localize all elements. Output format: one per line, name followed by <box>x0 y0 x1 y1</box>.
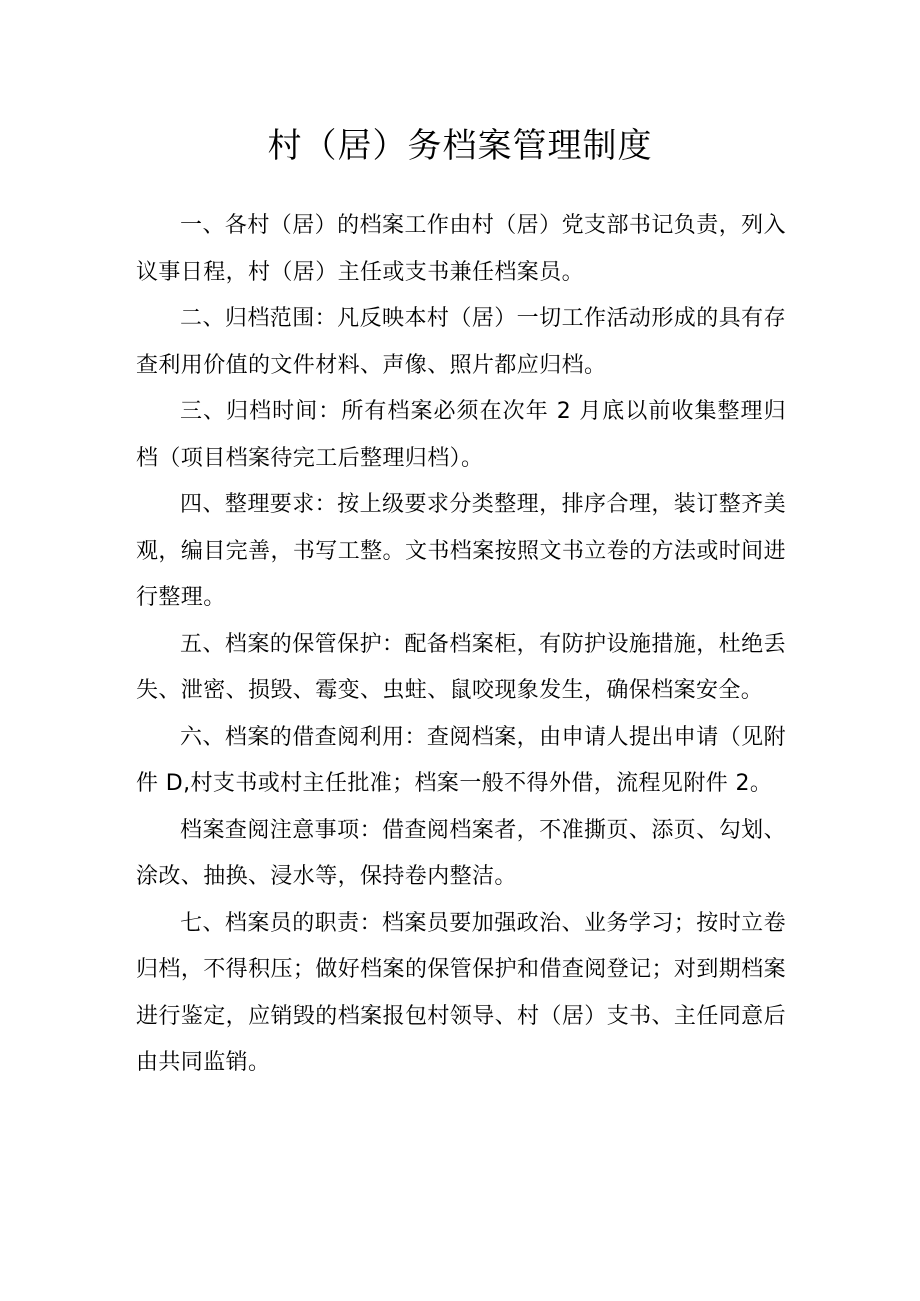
paragraph-3-archiving-time: 三、归档时间：所有档案必须在次年 2 月底以前收集整理归档（项目档案待完工后整理归档）。 <box>136 399 786 471</box>
paragraph-1-archive-responsibility: 一、各村（居）的档案工作由村（居）党支部书记负责，列入议事日程，村（居）主任或支书兼任档案员。 <box>136 213 786 285</box>
paragraph-7-archivist-duties: 七、档案员的职责：档案员要加强政治、业务学习；按时立卷归档，不得积压；做好档案的保管保护和借查阅登记；对到期档案进行鉴定，应销毁的档案报包村领导、村（居）支书、主任同意后由共同监销。 <box>136 910 786 1075</box>
paragraph-5-storage-protection: 五、档案的保管保护：配备档案柜，有防护设施措施，杜绝丢失、泄密、损毁、霉变、虫蛀、鼠咬现象发生，确保档案安全。 <box>136 631 786 703</box>
paragraph-4-organizing-requirements: 四、整理要求：按上级要求分类整理，排序合理，装订整齐美观，编目完善，书写工整。文书档案按照文书立卷的方法或时间进行整理。 <box>136 492 786 610</box>
paragraph-6-borrowing-and-access: 六、档案的借查阅利用：查阅档案，由申请人提出申请（见附件 D,村支书或村主任批准；档案一般不得外借，流程见附件 2。 <box>136 724 786 796</box>
document-title: 村（居）务档案管理制度 <box>267 126 653 166</box>
document-body <box>136 203 786 1087</box>
paragraph-2-archiving-scope: 二、归档范围：凡反映本村（居）一切工作活动形成的具有存查利用价值的文件材料、声像、照片都应归档。 <box>136 306 786 378</box>
paragraph-access-notes: 档案查阅注意事项：借查阅档案者，不准撕页、添页、勾划、涂改、抽换、浸水等，保持卷内整洁。 <box>136 817 786 889</box>
